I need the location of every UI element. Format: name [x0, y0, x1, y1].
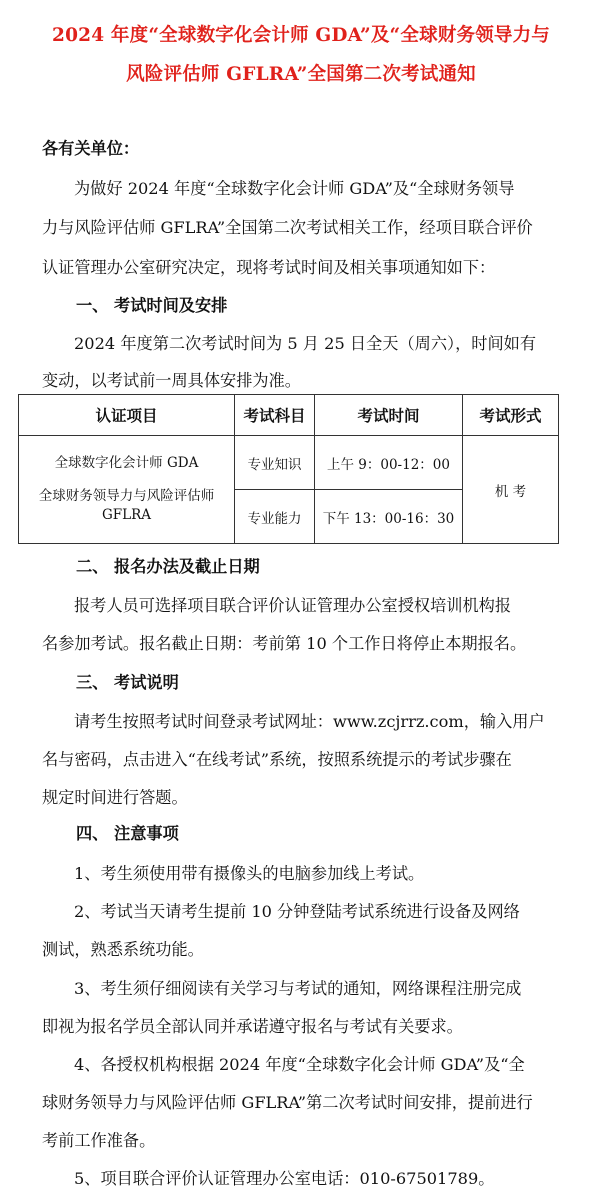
- subject-cell: 专业能力: [235, 490, 315, 544]
- cert-item-gflra-code: GFLRA: [101, 507, 152, 523]
- notice-title-line-1: 2024 年度“全球数字化会计师 GDA”及“全球财务领导力与: [52, 25, 550, 46]
- subject-cell: 专业知识: [235, 436, 315, 490]
- header-form: 考试形式: [463, 395, 559, 436]
- notice-item-4-cont: 球财务领导力与风险评估师 GFLRA”第二次考试时间安排，提前进行: [42, 1093, 533, 1112]
- section-1-heading: 一、 考试时间及安排: [76, 296, 228, 315]
- section-1-line: 2024 年度第二次考试时间为 5 月 25 日全天（周六），时间如有: [74, 334, 537, 353]
- notice-title-line-2: 风险评估师 GFLRA”全国第二次考试通知: [126, 64, 476, 85]
- time-cell: 上午 9：00-12：00: [315, 436, 463, 490]
- notice-item-4: 4、各授权机构根据 2024 年度“全球数字化会计师 GDA”及“全: [74, 1055, 525, 1074]
- cert-items-cell: [19, 436, 235, 544]
- notice-item-3-cont: 即视为报名学员全部认同并承诺遵守报名与考试有关要求。: [42, 1017, 463, 1036]
- notice-item-5: 5、项目联合评价认证管理办公室电话：010-67501789。: [74, 1169, 495, 1188]
- cert-item-gda: 全球数字化会计师 GDA: [54, 455, 199, 471]
- notice-item-3: 3、考生须仔细阅读有关学习与考试的通知，网络课程注册完成: [74, 979, 522, 998]
- intro-line: 力与风险评估师 GFLRA”全国第二次考试相关工作，经项目联合评价: [42, 218, 533, 237]
- notice-item-2: 2、考试当天请考生提前 10 分钟登陆考试系统进行设备及网络: [74, 902, 520, 921]
- table-row: [19, 436, 559, 490]
- section-1-line: 变动，以考试前一周具体安排为准。: [42, 371, 301, 390]
- intro-line: 为做好 2024 年度“全球数字化会计师 GDA”及“全球财务领导: [74, 179, 515, 198]
- section-3-line: 名与密码，点击进入“在线考试”系统，按照系统提示的考试步骤在: [42, 750, 512, 769]
- cert-item-gflra: 全球财务领导力与风险评估师: [38, 488, 215, 504]
- section-2-line: 报考人员可选择项目联合评价认证管理办公室授权培训机构报: [74, 596, 512, 615]
- section-3-line: 请考生按照考试时间登录考试网址：www.zcjrrz.com，输入用户: [74, 712, 545, 731]
- header-subject: 考试科目: [235, 395, 315, 436]
- section-2-heading: 二、 报名办法及截止日期: [76, 557, 260, 576]
- table-header-row: [19, 395, 559, 436]
- section-3-line: 规定时间进行答题。: [42, 788, 188, 807]
- notice-item-1: 1、考生须使用带有摄像头的电脑参加线上考试。: [74, 864, 425, 883]
- notice-item-2-cont: 测试，熟悉系统功能。: [42, 940, 204, 959]
- header-time: 考试时间: [315, 395, 463, 436]
- notice-item-4-cont: 考前工作准备。: [42, 1131, 156, 1150]
- exam-form-cell: 机 考: [463, 436, 559, 544]
- section-4-heading: 四、 注意事项: [76, 824, 179, 843]
- intro-line: 认证管理办公室研究决定，现将考试时间及相关事项通知如下：: [42, 258, 496, 277]
- header-cert-item: 认证项目: [19, 395, 235, 436]
- time-cell: 下午 13：00-16：30: [315, 490, 463, 544]
- exam-schedule-table: [18, 394, 559, 544]
- salutation: 各有关单位：: [42, 139, 140, 158]
- section-2-line: 名参加考试。报名截止日期：考前第 10 个工作日将停止本期报名。: [42, 634, 527, 653]
- section-3-heading: 三、 考试说明: [76, 673, 179, 692]
